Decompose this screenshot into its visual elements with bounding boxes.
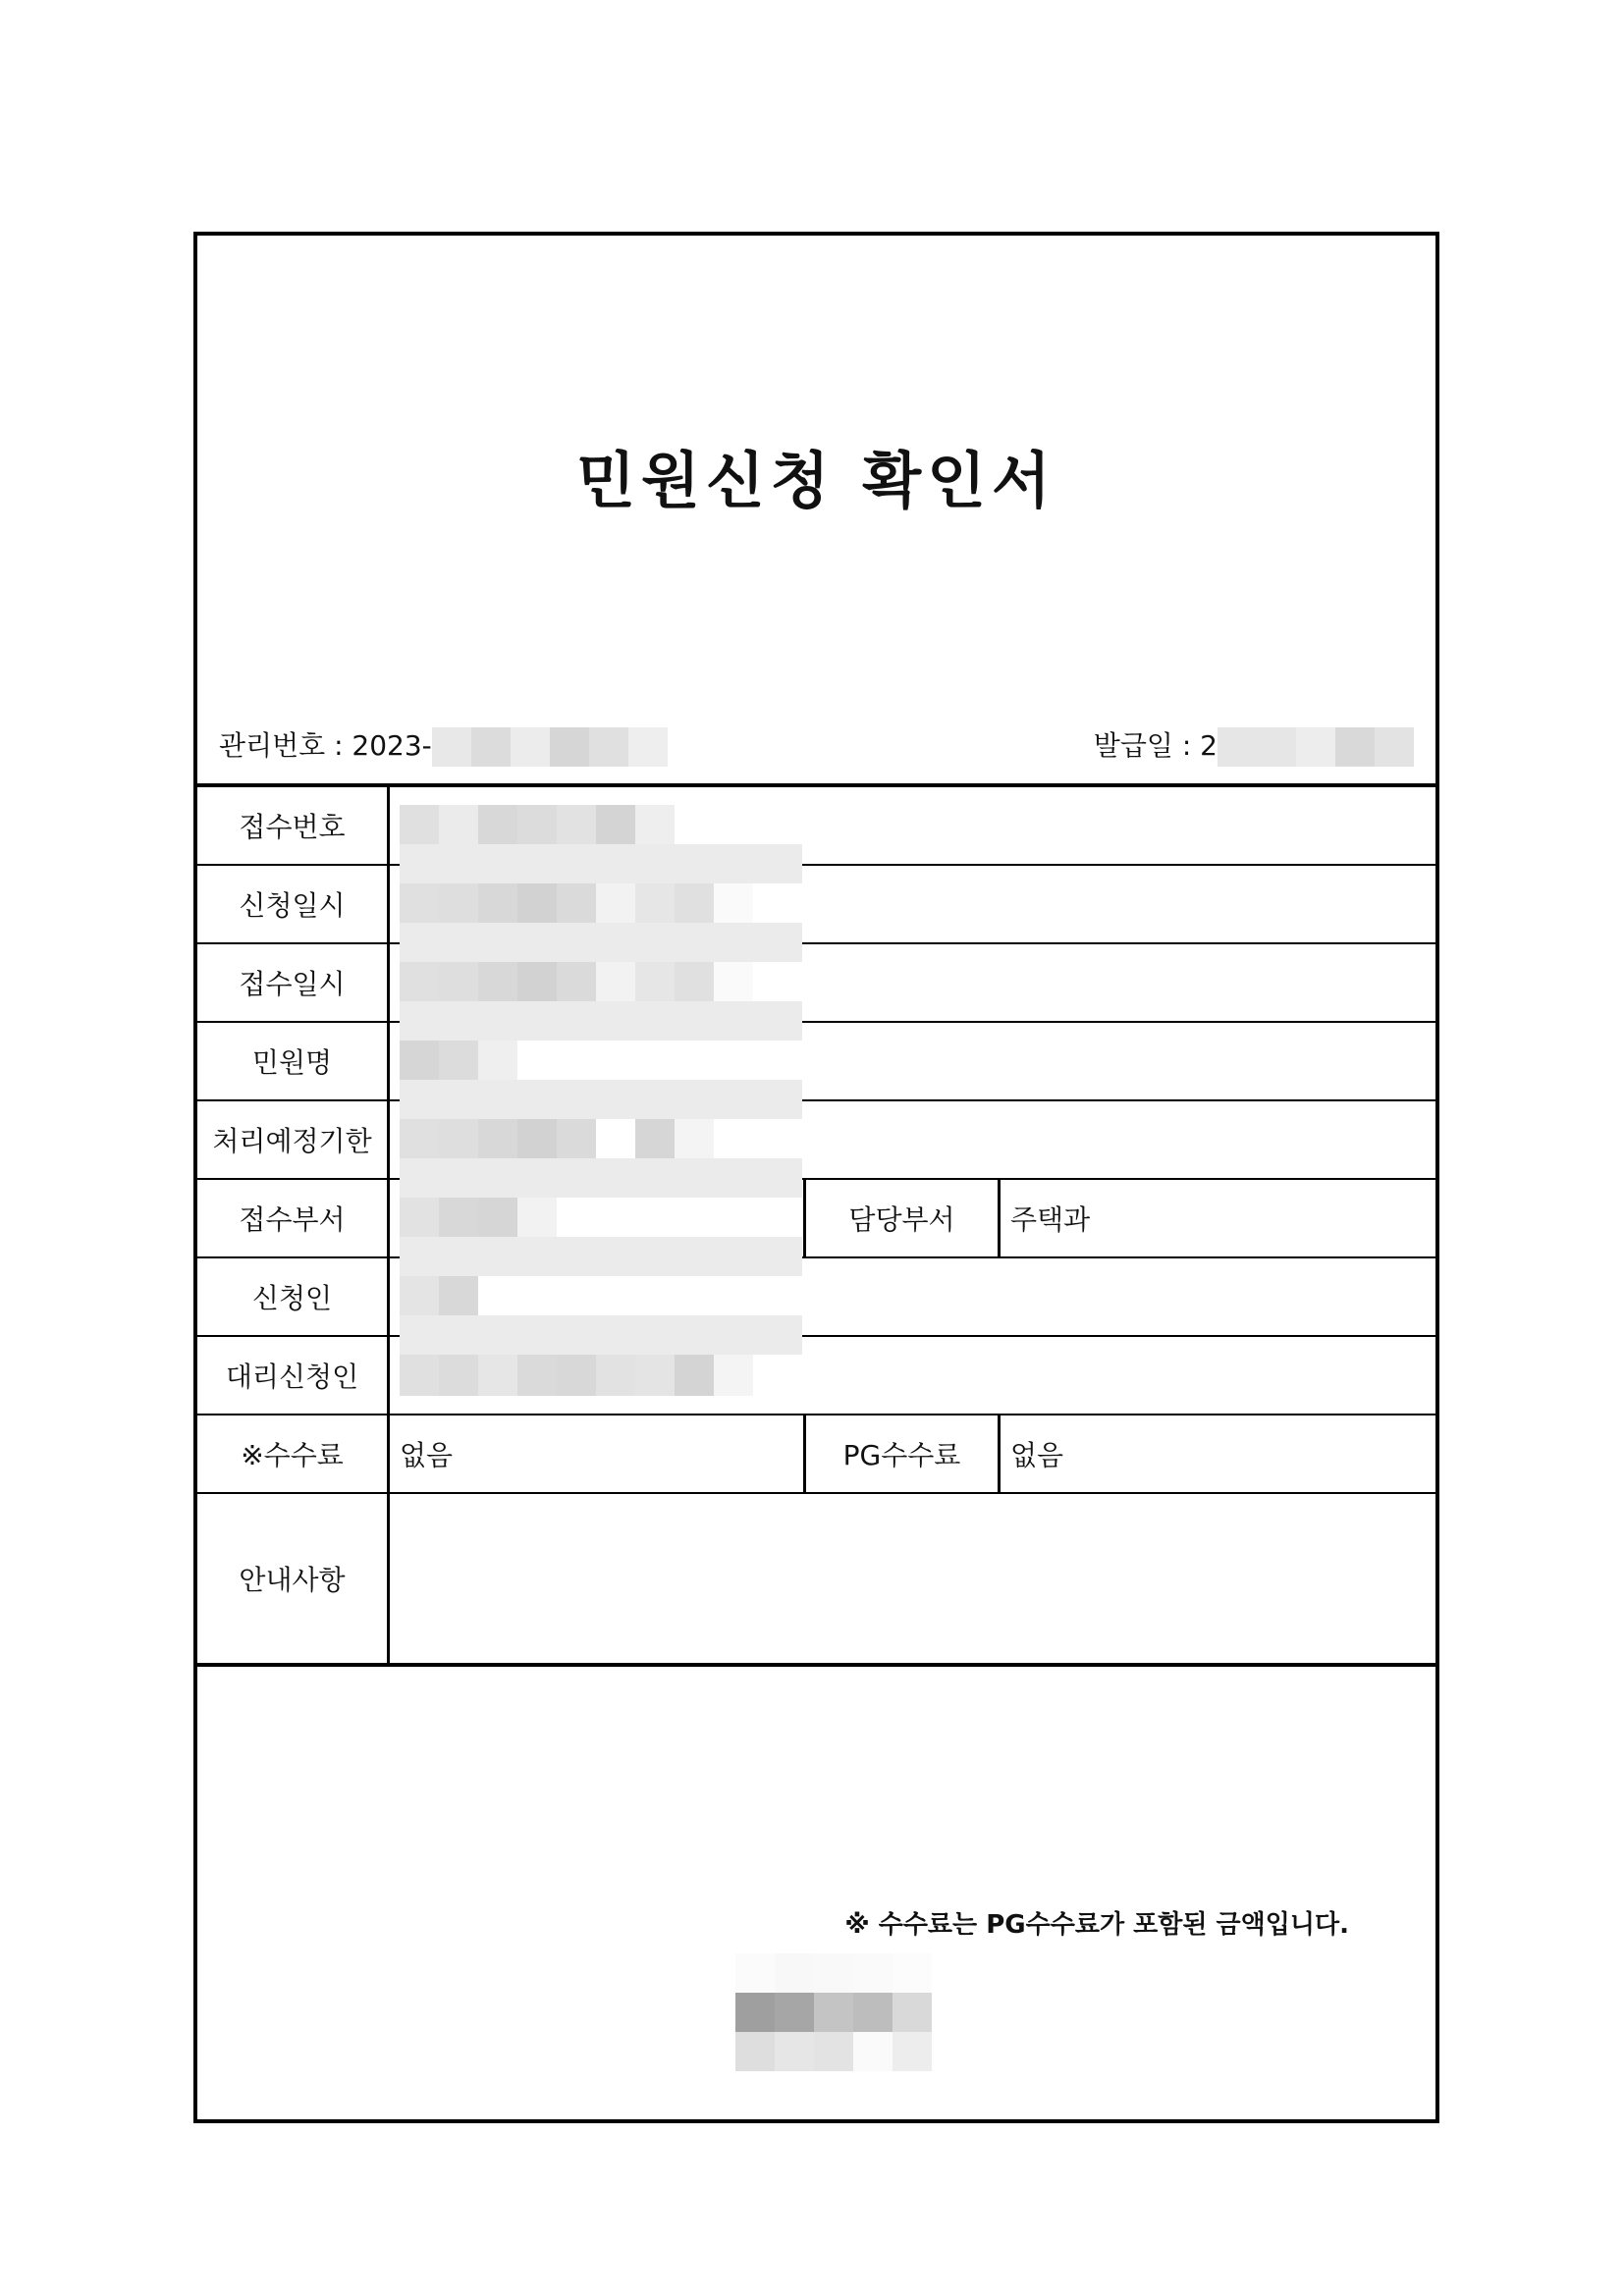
management-number: [219, 724, 668, 767]
row-proxy-applicant: [197, 1337, 1435, 1415]
redacted-receiving-department: [400, 1198, 557, 1239]
redacted-application-datetime: [400, 883, 753, 925]
row-applicant: [197, 1258, 1435, 1337]
redaction-band: [400, 923, 802, 962]
row-fee: [197, 1415, 1435, 1494]
redaction-band: [400, 1237, 802, 1276]
label-responsible-department: 담당부서: [806, 1180, 1001, 1256]
value-receipt-number: [390, 787, 1435, 864]
redacted-petition-name: [400, 1041, 517, 1082]
row-receipt-datetime: [197, 944, 1435, 1023]
redacted-proxy-applicant: [400, 1355, 753, 1396]
label-fee: ※수수료: [197, 1415, 390, 1492]
redacted-issue-date: [1218, 727, 1414, 767]
redaction-band: [400, 1080, 802, 1119]
label-receiving-department: 접수부서: [197, 1180, 390, 1256]
label-application-datetime: 신청일시: [197, 866, 390, 942]
application-table: [197, 783, 1435, 1667]
value-notice: [390, 1494, 1435, 1663]
redaction-band: [400, 1001, 802, 1041]
value-responsible-department: 주택과: [1010, 1203, 1091, 1236]
label-processing-deadline: 처리예정기한: [197, 1101, 390, 1178]
row-petition-name: [197, 1023, 1435, 1101]
redacted-applicant: [400, 1276, 478, 1317]
row-receipt-number: [197, 787, 1435, 866]
row-notice: [197, 1494, 1435, 1663]
label-receipt-number: 접수번호: [197, 787, 390, 864]
label-notice: 안내사항: [197, 1494, 390, 1663]
fee-footnote: ※ 수수료는 PG수수료가 포함된 금액입니다.: [844, 1910, 1349, 1940]
row-application-datetime: [197, 866, 1435, 944]
issue-date-label: 발급일 : 2: [1093, 729, 1218, 762]
label-petition-name: 민원명: [197, 1023, 390, 1099]
redacted-receipt-number: [400, 805, 675, 846]
document-frame: [193, 232, 1439, 2123]
value-pg-fee: 없음: [1010, 1439, 1064, 1471]
redaction-band: [400, 1315, 802, 1355]
redacted-processing-deadline: [400, 1119, 714, 1160]
issue-date: [1094, 724, 1414, 767]
document-title: 민원신청 확인서: [576, 445, 1056, 516]
value-fee: 없음: [390, 1415, 806, 1492]
label-receipt-datetime: 접수일시: [197, 944, 390, 1021]
row-processing-deadline: [197, 1101, 1435, 1180]
redacted-receipt-datetime: [400, 962, 753, 1003]
management-number-label: 관리번호 : 2023-: [219, 729, 432, 762]
label-applicant: 신청인: [197, 1258, 390, 1335]
redaction-band: [400, 844, 802, 883]
redacted-issuer-seal: [735, 1953, 932, 2071]
row-receiving-department: [197, 1180, 1435, 1258]
label-pg-fee: PG수수료: [806, 1415, 1001, 1492]
redacted-management-number: [432, 727, 668, 767]
redaction-band: [400, 1158, 802, 1198]
label-proxy-applicant: 대리신청인: [197, 1337, 390, 1414]
